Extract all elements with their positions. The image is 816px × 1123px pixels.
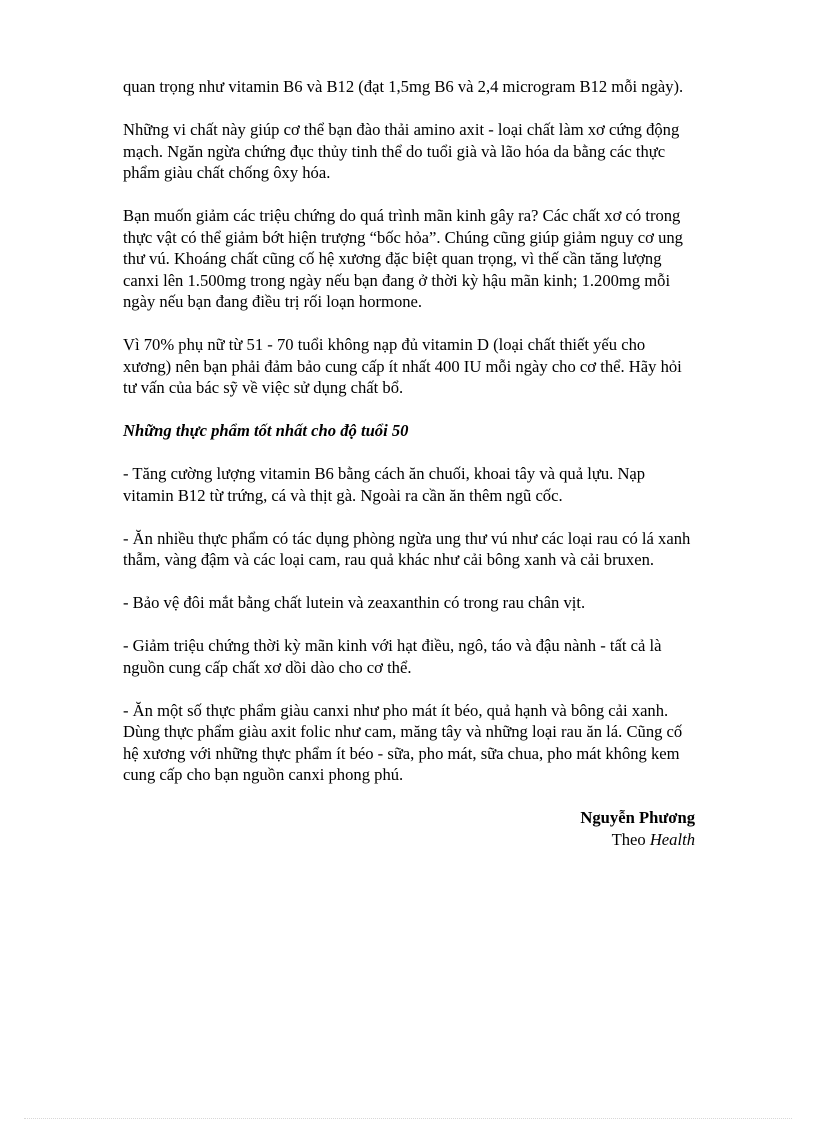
list-item: - Ăn một số thực phẩm giàu canxi như pho mát ít béo, quả hạnh và bông cải xanh. Dùng thực phẩm giàu axit folic như cam, măng tây và những loại rau ăn lá. Cũng cố hệ xương với những thực phẩm ít béo - sữa, pho mát, sữa chua, pho mát không kem cung cấp cho bạn nguồn canxi phong phú. <box>123 700 683 784</box>
source-prefix: Theo <box>611 829 646 849</box>
section-heading: Những thực phẩm tốt nhất cho độ tuổi 50 <box>123 421 409 440</box>
author-name: Nguyễn Phương <box>580 808 695 827</box>
list-item: - Ăn nhiều thực phẩm có tác dụng phòng ngừa ung thư vú như các loại rau có lá xanh thẫm, vàng đậm và các loại cam, rau quả khác như cải bông xanh và cải bruxen. <box>123 528 691 569</box>
paragraph-vitamin-d: Vì 70% phụ nữ từ 51 - 70 tuổi không nạp đủ vitamin D (loại chất thiết yếu cho xương) nên bạn phải đảm bảo cung cấp ít nhất 400 IU mỗi ngày cho cơ thể. Hãy hỏi tư vấn của bác sỹ về việc sử dụng chất bổ. <box>123 335 682 397</box>
list-item: - Giảm triệu chứng thời kỳ mãn kinh với hạt điều, ngô, táo và đậu nành - tất cả là nguồn cung cấp chất xơ dồi dào cho cơ thể. <box>123 636 662 677</box>
paragraph-vitamin-intro: quan trọng như vitamin B6 và B12 (đạt 1,5mg B6 và 2,4 microgram B12 mỗi ngày). <box>123 77 684 96</box>
signature-block <box>123 807 695 850</box>
page-bottom-divider <box>24 1118 792 1119</box>
list-item: - Bảo vệ đôi mắt bằng chất lutein và zeaxanthin có trong rau chân vịt. <box>123 593 586 612</box>
paragraph-menopause: Bạn muốn giảm các triệu chứng do quá trình mãn kinh gây ra? Các chất xơ có trong thực vật có thể giảm bớt hiện trượng “bốc hỏa”. Chúng cũng giúp giảm nguy cơ ung thư vú. Khoáng chất cũng cố hệ xương đặc biệt quan trọng, vì thế cần tăng lượng canxi lên 1.500mg trong ngày nếu bạn đang ở thời kỳ hậu mãn kinh; 1.200mg mỗi ngày nếu bạn đang điều trị rối loạn hormone. <box>123 206 683 311</box>
paragraph-micronutrients: Những vi chất này giúp cơ thể bạn đào thải amino axit - loại chất làm xơ cứng động mạch. Ngăn ngừa chứng đục thủy tinh thể do tuổi già và lão hóa da bằng các thực phẩm giàu chất chống ôxy hóa. <box>123 120 680 182</box>
source-publication: Health <box>649 829 695 849</box>
source-credit <box>123 829 695 851</box>
document-body <box>123 76 695 850</box>
list-item: - Tăng cường lượng vitamin B6 bằng cách ăn chuối, khoai tây và quả lựu. Nạp vitamin B12 từ trứng, cá và thịt gà. Ngoài ra cần ăn thêm ngũ cốc. <box>123 464 646 505</box>
